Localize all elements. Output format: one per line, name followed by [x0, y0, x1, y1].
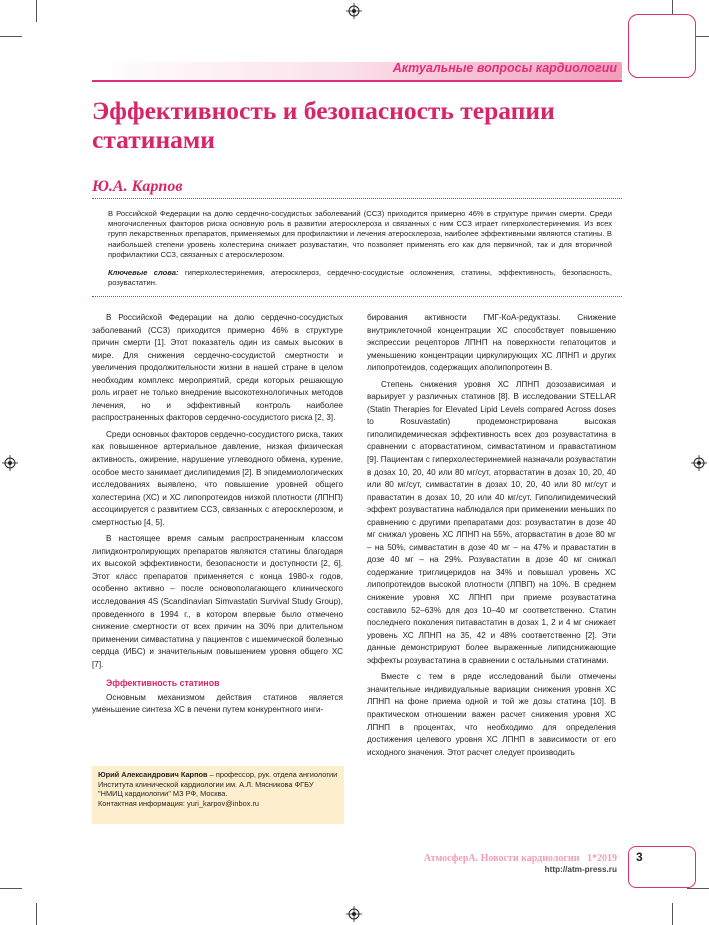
- registration-mark-icon: [2, 455, 18, 471]
- footer-journal: [424, 853, 617, 864]
- crop-mark: [687, 888, 709, 889]
- paragraph: Вместе с тем в ряде исследований были отмечены значительные индивидуальные вариации снижения уровня ХС ЛПНП на фоне приема одной и той же дозы статина [10]. В практическом отношении важен расчет снижения уровня ХС ЛПНП в процентах, что необходимо для определения достижения целевого уровня ХС ЛПНП в зависимости от его исходного значения. Этот расчет следует производить: [367, 672, 616, 757]
- header-rule: [92, 80, 622, 82]
- registration-mark-icon: [346, 3, 362, 19]
- crop-mark: [36, 0, 37, 22]
- author-details: – профессор, рук. отдела ангиологии Института клинической кардиологии им. А.Л. Мясникова ФГБУ "НМИЦ кардиологии" МЗ РФ, Москва.: [98, 770, 338, 799]
- author-info-box: [92, 766, 344, 824]
- author-name: Юрий Александрович Карпов: [98, 770, 208, 779]
- registration-mark-icon: [691, 455, 707, 471]
- crop-mark: [36, 903, 37, 925]
- footer-url[interactable]: http://atm-press.ru: [544, 865, 617, 874]
- subheading: Эффективность статинов: [106, 678, 220, 689]
- paragraph: Среди основных факторов сердечно-сосудистого риска, таких как повышенное артериальное давление, низкая физическая активность, ожирение, нарушение углеводного обмена, курение, особое место занимает дислипидемия [2]. В эпидемиологических исследованиях выявлено, что повышение уровней общего холестерина (ХС) и ХС липопротеидов низкой плотности (ЛПНП) ассоциируется с развитием ССЗ, связанных с атеросклерозом, и смертностью [4, 5].: [92, 429, 343, 527]
- header-tab-decoration: [628, 14, 696, 78]
- paragraph: Степень снижения уровня ХС ЛПНП дозозависимая и варьирует у различных статинов [8]. В исследовании STELLAR (Statin Therapies for Elevated Lipid Levels compared Across doses to Rosuvastatin) продемонстрирована высокая гиполипидемическая эффективность всех доз розувастатина в сравнении с аторвастатином, симвастатином и правастатином [9]. Пациентам с гиперхолестеринемией назначали розувастатин в дозах 10, 20, 40 или 80 мг/сут, аторвастатин в дозах 10, 20, 40 или 80 мг/сут, симвастатин в дозах 10, 20, 40 или 80 мг/сут и правастатин в дозах 10, 20 или 40 мг/сут. Гиполипидемический эффект розувастатина наблюдался при применении меньших по сравнению с другими препаратами доз: розувастатин в дозе 40 мг снижал уровень ХС ЛПНП на 55%, аторвастатин в дозе 80 мг – на 50%, симвастатин в дозе 40 мг – на 47% и правастатин в дозе 40 мг – на 29%. Розувастатин в дозе 40 мг снижал содержание триглицеридов на 34% и повышал уровень ХС липопротеидов высокой плотности (ЛПВП) на 10%. В среднем снижение уровня ХС ЛПНП при приеме розувастатина составило 52–63% для доз 10–40 мг соответственно. Статин последнего поколения питавастатин в дозах 1, 2 и 4 мг снижает уровень ХС ЛПНП на 35, 42 и 48% соответственно [2]. Эти данные демонстрируют более выраженные липидснижающие эффекты розувастатина в сравнении с остальными статинами.: [367, 379, 616, 665]
- divider: [92, 296, 622, 297]
- divider: [92, 198, 622, 199]
- paragraph: В Российской Федерации на долю сердечно-сосудистых заболеваний (ССЗ) приходится примерно 46% в структуре причин смерти [1]. Этот показатель один из самых высоких в мире. Для снижения сердечно-сосудистой смертности и увеличения продолжительности жизни в нашей стране в целом необходим комплекс мероприятий, среди которых решающую роль играет не только внедрение высокотехнологичных методов лечения, но и эффективный контроль наиболее распространенных факторов сердечно-сосудистого риска [2, 3].: [92, 313, 343, 423]
- keywords-text: гиперхолестеринемия, атеросклероз, сердечно-сосудистые осложнения, статины, эффективность, безопасность, розувастатин.: [108, 268, 612, 288]
- right-column: [367, 312, 616, 763]
- paragraph: бирования активности ГМГ-КоА-редуктазы. Снижение внутриклеточной концентрации ХС способствует повышению экспрессии рецепторов ЛПНП на поверхности гепатоцитов и уменьшению концентрации циркулирующих ХС ЛПНП и других липопротеидов, содержащих аполипопротеин В.: [367, 313, 616, 373]
- author-info: [98, 770, 338, 799]
- journal-issue: 1*2019: [587, 853, 617, 864]
- keywords: [108, 268, 612, 288]
- section-label: Актуальные вопросы кардиологии: [392, 61, 617, 75]
- crop-mark: [672, 903, 673, 925]
- page-number: 3: [636, 850, 643, 864]
- paragraph: Основным механизмом действия статинов является уменьшение синтеза ХС в печени путем конкурентного инги-: [92, 692, 343, 715]
- article-author: Ю.А. Карпов: [92, 178, 183, 195]
- journal-name: АтмосферА. Новости кардиологии: [423, 853, 580, 864]
- registration-mark-icon: [346, 906, 362, 922]
- left-column: [92, 312, 343, 721]
- keywords-label: Ключевые слова:: [108, 268, 179, 277]
- abstract: В Российской Федерации на долю сердечно-сосудистых заболеваний (ССЗ) приходится примерно 46% в структуре причин смерти. Среди многочисленных факторов риска основную роль в развитии атеросклероза и связанных с ним ССЗ играет гиперхолестеринемия. Из всех групп лекарственных препаратов, применяемых для профилактики и лечения атеросклероза, наиболее эффективными являются статины. В наибольшей степени уровень холестерина снижает розувастатин, что позволяет применять его как для первичной, так и для вторичной профилактики ССЗ, связанных с атеросклерозом.: [108, 209, 612, 259]
- crop-mark: [0, 888, 22, 889]
- crop-mark: [0, 36, 22, 37]
- paragraph: В настоящее время самым распространенным классом липидконтролирующих препаратов являются статины благодаря их высокой эффективности, безопасности и доступности [2, 6]. Этот класс препаратов применяется с конца 1980-х годов, особенно активно – после основополагающего клинического исследования 4S (Scandinavian Simvastatin Survival Study Group), проведенного в 1994 г., в котором впервые было отмечено снижение смертности от всех причин на 30% при длительном применении симвастатина у пациентов с ишемической болезнью сердца (ИБС) и значительным повышением уровня общего ХС [7].: [92, 534, 343, 669]
- article-title: Эффективность и безопасность терапии статинами: [92, 96, 555, 154]
- author-contact: Контактная информация: yuri_karpov@inbox.ru: [98, 798, 260, 808]
